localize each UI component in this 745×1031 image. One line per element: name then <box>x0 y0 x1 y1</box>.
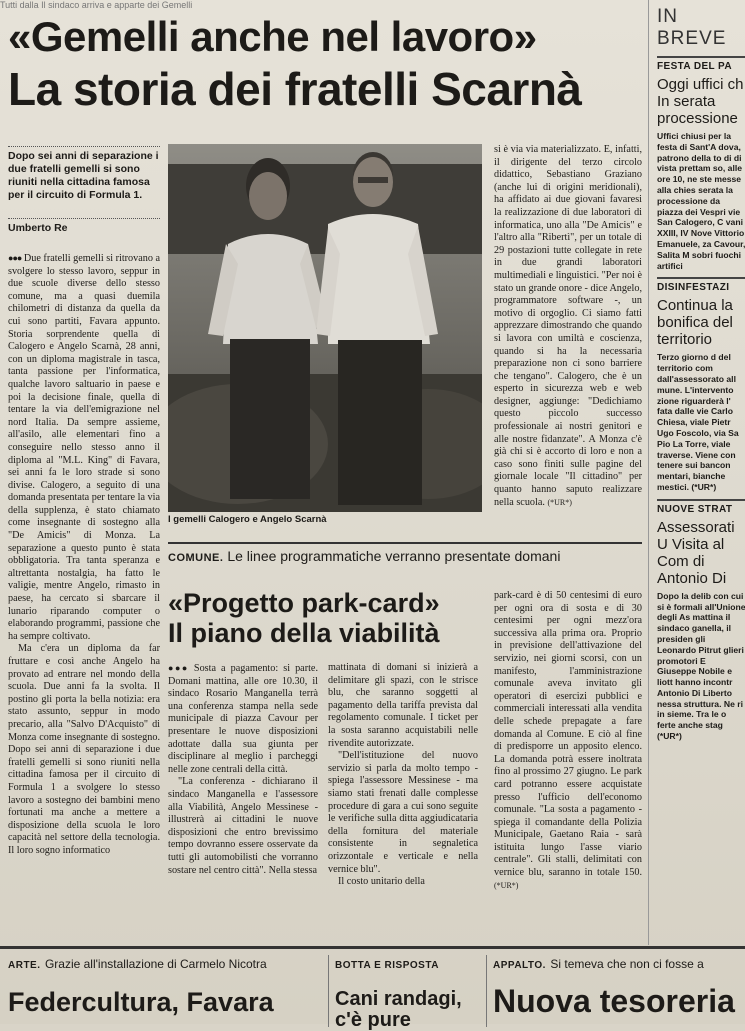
bottom-strip <box>0 946 745 1031</box>
bullet-dots-icon: ●●● <box>168 663 189 673</box>
sidebar-item-body: Dopo la delib con cui si è formali all'Unione degli As mattina il sindaco ganella, il presiden gli Leonardo Pitrut glieri promotori E Giuseppe Nobile e liott hanno incontr Antonio Di Liberto nessa struttura. Ne ri in sieme. Tra le o ferte anche stag (*UR*) <box>657 590 745 742</box>
park-column-3 <box>494 590 642 944</box>
author: Umberto Re <box>8 222 68 234</box>
paragraph: "Dell'istituzione del nuovo servizio si parla da molto tempo - spiega l'assessore Messinese - ma siamo stati frenati dalle complesse procedure di gara a cui sono seguite le verifiche sulla ditta aggiudicataria della fornitura del materiale consistente in segnaletica orizzontale e verticale e nella vernice blu". <box>328 750 478 875</box>
photo-caption: I gemelli Calogero e Angelo Scarnà <box>168 514 327 525</box>
sidebar-section-tag: DISINFESTAZI <box>657 277 745 293</box>
paragraph: mattinata di domani si inizierà a delimitare gli spazi, con le strisce blu, che saranno soggetti al pagamento della tariffa prevista dal regolamento comunale. I ticket per la sosta saranno acquistabili nelle rivendite autorizzate. <box>328 662 478 749</box>
lead-paragraph: Dopo sei anni di separazione i due fratelli gemelli si sono riuniti nella cittadina famosa per il circuito di Formula 1. <box>8 150 159 201</box>
bottom-headline: Cani randagi, <box>335 988 462 1010</box>
section-strap-text: Le linee programmatiche verranno presentate domani <box>227 548 561 564</box>
signature: (*UR*) <box>494 880 519 890</box>
bottom-article-arte <box>8 955 318 1018</box>
park-column-1 <box>168 662 318 944</box>
divider <box>8 218 160 219</box>
paragraph: Due fratelli gemelli si ritrovano a svolgere lo stesso lavoro, seppur in due scuole diverse dello stesso comune, ma a quasi duemila chilometri di distanza da quella da cui sono partiti, Favara appunto. Storia sorprendente quella di Calogero e Angelo Scarnà, 28 anni, con un diploma magistrale in tasca, tanta passione per l'informatica, qualche lavoro saltuario in paese e poi la decisione finale, quella di tentare la via dell'emigrazione nel nord Italia. Da sempre assieme, all'asilo, alle elementari fino a conseguire nello stesso anno il diploma al "M.L. King" di Favara, sei anni fa le loro strade si sono divise. Calogero, a seguito di una domanda presentata per tentare la via della supplenza, è stato chiamato come insegnante di sostegno alla "De Amicis" di Monza. La separazione a questo punto è stata obbligatoria. Tra tanta speranza e altrettanta nostalgia, ha fatto le valigie, mentre Angelo, rimasto in paese, ha cercato si sbarcare il lunario riparando computer o elaborando programmi, passione che ha sempre coltivato. <box>8 253 160 642</box>
bullet-dots-icon: ●●● <box>8 253 22 263</box>
signature: (*UR*) <box>547 497 572 507</box>
headline-2: La storia dei fratelli Scarnà <box>8 63 582 115</box>
bottom-tag: BOTTA E RISPOSTA <box>335 960 439 971</box>
sidebar-section-tag: FESTA DEL PA <box>657 56 745 72</box>
bottom-headline: Federcultura, Favara <box>8 987 274 1017</box>
sidebar-item-body: Uffici chiusi per la festa di Sant'A dova, patrono della to di di vista prettam so, alle ore 10, ne ste messe alla chies serata la processione da piazza dei Vespri vie San Calogero, C vani XXIII, IV Nove Vittorio Emanuele, za Cavour, Salita M sobri fuochi artifici <box>657 131 745 271</box>
top-strip: Tutti dalla Il sindaco arriva e apparte dei Gemelli <box>0 0 193 10</box>
paragraph: Sosta a pagamento: si parte. Domani mattina, alle ore 10.30, il sindaco Rosario Manganella terrà una conferenza stampa nella sede municipale di piazza Cavour per presentare le nuove disposizioni adottate dalla sua giunta per disciplinare al meglio i parcheggi nelle zone centrali della città. <box>168 663 318 775</box>
section-tag: COMUNE. <box>168 552 224 564</box>
bottom-article-appalto <box>486 955 745 1027</box>
article-column-1 <box>8 252 160 942</box>
bottom-article-botta <box>328 955 485 1031</box>
sidebar-item-title: Assessorati U Visita al Com di Antonio Di <box>657 518 735 587</box>
paragraph: park-card è di 50 centesimi di euro per ogni ora di sosta e di 30 centesimi per ogni mezz'ora successiva alla prima ora. Proprio in previsione dell'attivazione del servizio, nei giorni scorsi, con un manifesto, l'amministrazione comunale aveva invitato gli operatori di esercizi pubblici e commerciali interessati alla vendita delle schede prepagate a fare domanda al Comune. E ciò al fine di predisporre un apposito elenco. La domanda potrà essere inoltrata fino al prossimo 27 giugno. Le park card potranno essere acquistate presso l'ufficio dell'economo comunale. "La sosta a pagamento - spiega il comandante della Polizia Municipale, Gaetano Raia - sarà istituita lungo l'asse viario centrale". Gli stalli, delimitati con vernice blu, saranno in totale 150. <box>494 590 642 879</box>
divider <box>8 146 160 147</box>
paragraph: "La conferenza - dichiarano il sindaco Manganella e l'assessore alla Viabilità, Angelo Messinese - illustrerà ai cittadini le nuove disposizioni che entro brevissimo tempo dovranno essere osservate da tutti gli automobilisti che vorranno sostare nel centro città". Nella stessa <box>168 776 318 876</box>
article-column-3 <box>494 144 642 534</box>
photo-image <box>168 144 482 512</box>
sidebar-item-title: Oggi uffici ch In serata processione <box>657 76 744 127</box>
paragraph: Ma c'era un diploma da far fruttare e così anche Angelo ha provato ad entrare nel mondo della scuola. Due anni fa la svolta. Il postino gli porta la bella notizia: era stato assunto, seppur in modo precario, alla "Salvo D'Acquisto" di Monza come insegnante di sostegno. Dopo sei anni di separazione i due fratelli gemelli si sono riuniti nella cittadina famosa per il circuito di Formula 1 a svolgere lo stesso lavoro a sostegno dei bambini meno fortunati ma anche a mettere a disposizione della scuola le loro capacità nel settore della tecnologia. Il loro sogno informatico <box>8 643 160 856</box>
bottom-tag: APPALTO. <box>493 960 546 971</box>
bottom-tag: ARTE. <box>8 960 41 971</box>
section-strap <box>168 548 560 564</box>
sidebar-item-body: Terzo giorno d del territorio com dall'assessorato all mune. L'intervento zione riguarderà l' fata dalle vie Carlo Chiesa, viale Pietr Ugo Foscolo, via Sa Pio La Torre, viale traverse. Viene con tenere sui bancon mentari, bianche mestici. (*UR*) <box>657 352 739 492</box>
park-column-2 <box>328 662 478 944</box>
section-divider <box>168 542 642 544</box>
sidebar-section-tag: NUOVE STRAT <box>657 499 745 515</box>
sub-headline: «Progetto park-card» <box>168 588 440 618</box>
bottom-headline: Nuova tesoreria <box>493 983 735 1019</box>
sidebar-header: IN BREVE <box>657 6 727 49</box>
sidebar-item-title: Continua la bonifica del territorio <box>657 297 733 349</box>
bottom-headline-2: c'è pure <box>335 1009 411 1031</box>
sidebar-in-breve <box>648 0 745 945</box>
bottom-strap: Grazie all'installazione di Carmelo Nicotra <box>44 957 267 971</box>
headline: «Gemelli anche nel lavoro» <box>8 13 537 60</box>
paragraph: Il costo unitario della <box>338 876 425 888</box>
bottom-strap: Si temeva che non ci fosse a <box>550 957 704 971</box>
twins-photo <box>168 144 482 512</box>
paragraph: si è via via materializzato. E, infatti, il dirigente del terzo circolo didattico, Sebastiano Graziano (anche lui di origini meridionali), ha affidato ai due giovani favaresi la realizzazione di due laboratori di informatica, uno alla "De Amicis" e l'altro alla "Ribertì", per un totale di 29 postazioni tutte collegate in rete in due grandi laboratori multimediali e linguistici. "Per noi è stato un grande onore - dice Angelo, programmatore software -, un motivo di orgoglio. Ci siamo fatti apprezzare dimostrando che quando si lavora con umiltà e coscienza, quando si ha la necessaria preparazione non ci sono barriere che tengano". Calogero, che è un esperto in sicurezza web e web designer, aggiunge: "Dedichiamo questo piccolo successo professionale ai nostri genitori e alle nostre fidanzate". A Monza c'è già chi si è accorto di loro e non a caso sono finiti sulle pagine del giornale locale "Il cittadino" per quanto hanno saputo realizzare nella scuola. <box>494 144 642 508</box>
sub-headline-2: Il piano della viabilità <box>168 618 440 648</box>
